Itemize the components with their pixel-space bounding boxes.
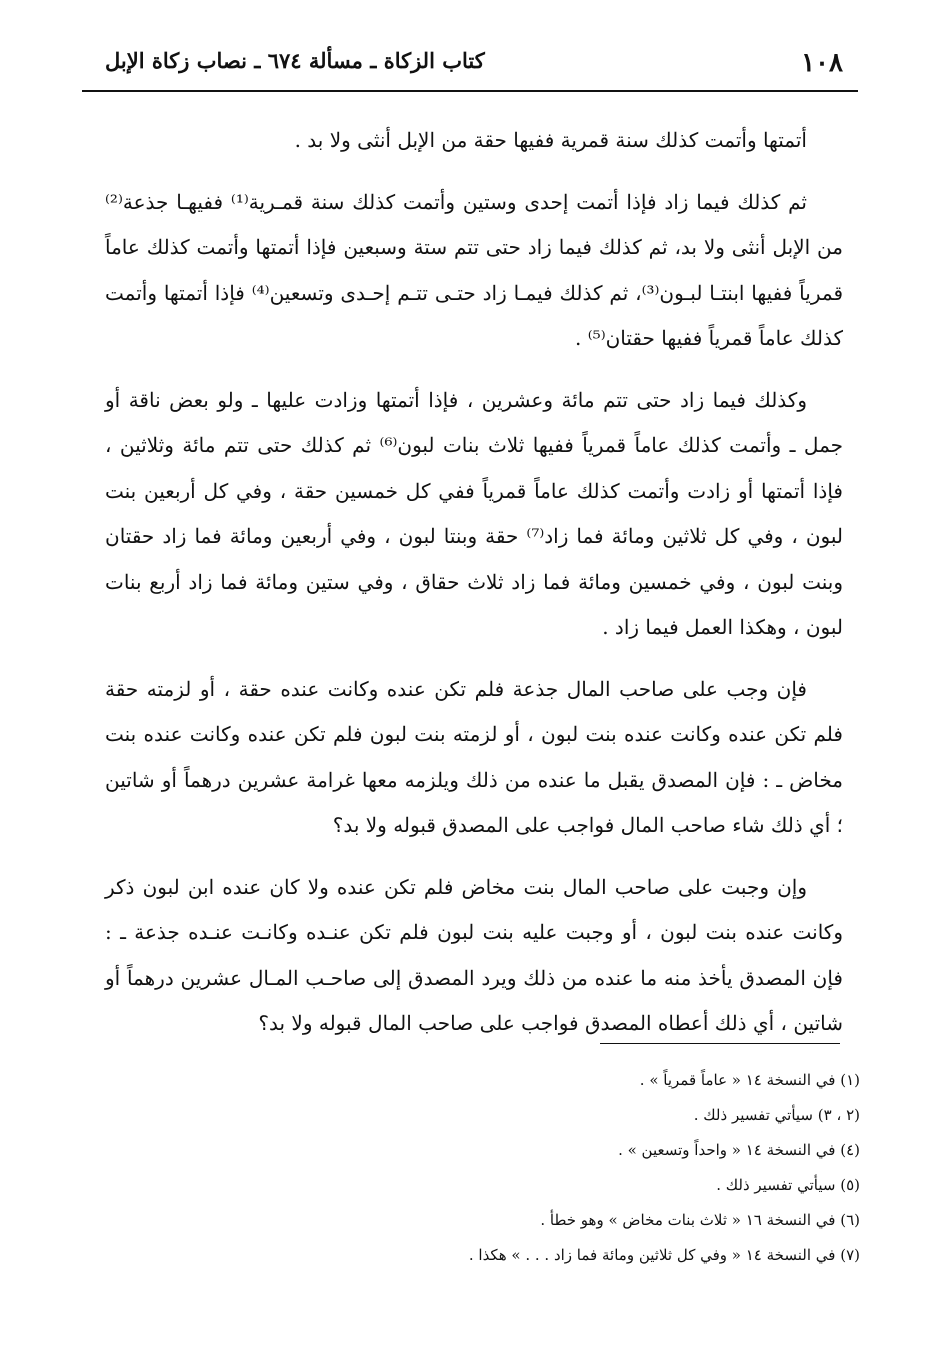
footnote: (٤) في النسخة ١٤ « واحداً وتسعين » .	[618, 1141, 860, 1159]
running-title: كتاب الزكاة ـ مسألة ٦٧٤ ـ نصاب زكاة الإبل	[105, 48, 485, 73]
main-text	[105, 118, 843, 1063]
footnote-rule	[600, 1043, 840, 1044]
paragraph: أتمتها وأتمت كذلك سنة قمرية ففيها حقة من الإبل أنثى ولا بد .	[294, 128, 807, 152]
footnotes	[105, 1063, 860, 1273]
running-header	[105, 44, 843, 88]
footnote: (٦) في النسخة ١٦ « ثلاث بنات مخاض » وهو خطأ .	[540, 1211, 860, 1229]
header-rule	[82, 90, 858, 92]
paragraph: فإن وجب على صاحب المال جذعة فلم تكن عنده وكانت عنده حقة ، أو لزمته حقة فلم تكن عنده وكانت عنده بنت لبون ، أو لزمته بنت لبون فلم تكن عنده وكانت عنده بنت مخاض ـ : فإن المصدق يقبل ما عنده من ذلك ويلزمه معها غرامة عشرين درهماً أو شاتين ؛ أي ذلك شاء صاحب المال فواجب على المصدق قبوله ولا بد؟	[105, 676, 843, 837]
footnote: (٧) في النسخة ١٤ « وفي كل ثلاثين ومائة فما زاد . . . » هكذا .	[468, 1246, 860, 1264]
paragraph: وإن وجبت على صاحب المال بنت مخاض فلم تكن عنده ولا كان عنده ابن لبون ذكر وكانت عنده بنت لبون ، أو وجبت عليه بنت لبون فلم تكن عنـده وكانـت عنـده جذعة ـ : فإن المصدق يأخذ منه ما عنده من ذلك ويرد المصدق إلى صاحـب المـال عشرين درهماً أو شاتين ، أي ذلك أعطاه المصدق فواجب على صاحب المال قبوله ولا بد؟	[105, 874, 843, 1035]
footnote: (٥) سيأتي تفسير ذلك .	[716, 1176, 860, 1194]
paragraph: وكذلك فيما زاد حتى تتم مائة وعشرين ، فإذا أتمتها وزادت عليها ـ ولو بعض ناقة أو جمل ـ وأتمت كذلك عاماً قمرياً ففيها ثلاث بنات لبون⁽⁶⁾ ثم كذلك حتى تتم مائة وثلاثين ، فإذا أتمتها أو زادت وأتمت كذلك عاماً قمرياً ففي كل خمسين حقة ، وفي كل أربعين بنت لبون ، وفي كل ثلاثين ومائة فما زاد⁽⁷⁾ حقة وبنتا لبون ، وفي أربعين ومائة فما زاد حقتان وبنت لبون ، وفي خمسين ومائة فما زاد ثلاث حقاق ، وفي ستين ومائة فما زاد أربع بنات لبون ، وهكذا العمل فيما زاد .	[105, 387, 843, 639]
footnote: (١) في النسخة ١٤ « عاماً قمرياً » .	[639, 1071, 860, 1089]
paragraph: ثم كذلك فيما زاد فإذا أتمت إحدى وستين وأتمت كذلك سنة قمـرية⁽¹⁾ ففيهـا جذعة⁽²⁾ من الإبل أنثى ولا بد، ثم كذلك فيما زاد حتى تتم ستة وسبعين فإذا أتمتها وأتمت كذلك عاماً قمرياً ففيها ابنتـا لبـون⁽³⁾، ثم كذلك فيمـا زاد حتـى تتـم إحـدى وتسعين⁽⁴⁾ فإذا أتمتها وأتمت كذلك عاماً قمرياً ففيها حقتان⁽⁵⁾ .	[105, 189, 843, 350]
page-number: ١٠٨	[801, 48, 843, 78]
footnote: (٢ ، ٣) سيأتي تفسير ذلك .	[693, 1106, 860, 1124]
